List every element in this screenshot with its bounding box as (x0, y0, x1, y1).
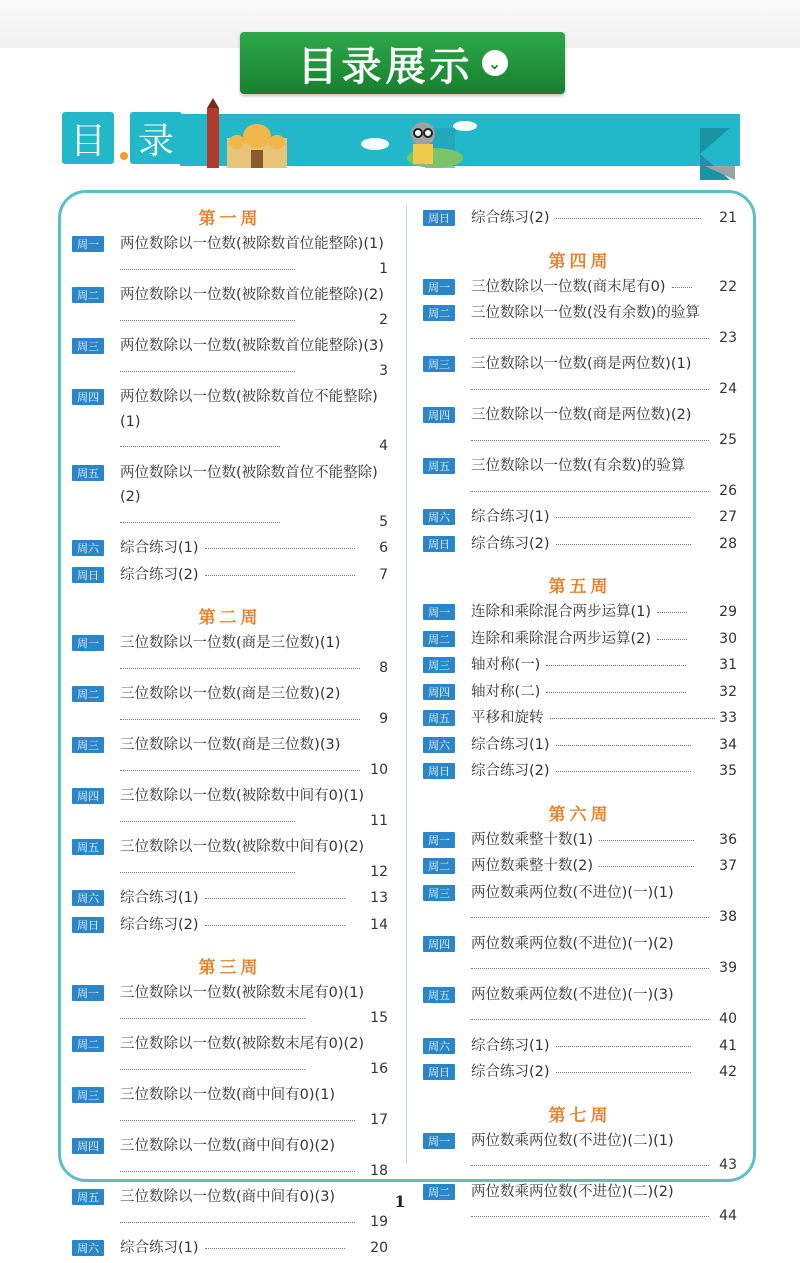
page-ref: 26 (719, 482, 737, 499)
day-badge: 周日 (423, 763, 455, 779)
toc-entry[interactable] (423, 352, 737, 401)
toc-entry[interactable] (72, 232, 388, 281)
entry-title: 两位数除以一位数(被除数首位能整除)(2) (120, 287, 384, 303)
toc-entry[interactable] (423, 454, 737, 503)
toc-entry[interactable] (423, 275, 737, 300)
toc-entry[interactable] (72, 631, 388, 680)
page-ref: 22 (719, 278, 737, 295)
entry-title: 三位数除以一位数(商是两位数)(1) (471, 356, 692, 372)
leader-dots (205, 1247, 345, 1249)
entry-title: 三位数除以一位数(被除数中间有0)(2) (120, 839, 365, 855)
leader-dots (556, 217, 701, 219)
page-ref: 36 (719, 831, 737, 848)
toc-entry[interactable] (72, 334, 388, 383)
day-badge: 周一 (72, 985, 104, 1001)
page-ref: 19 (370, 1213, 388, 1230)
page-ref: 28 (719, 535, 737, 552)
day-badge: 周一 (423, 832, 455, 848)
page-ref: 16 (370, 1060, 388, 1077)
page-ref: 1 (379, 260, 388, 277)
day-badge: 周一 (423, 604, 455, 620)
toc-entry[interactable] (423, 532, 737, 557)
entry-title: 综合练习(2) (120, 916, 199, 933)
page-ref: 30 (719, 630, 737, 647)
day-badge: 周三 (72, 338, 104, 354)
leader-dots (205, 547, 355, 549)
toc-entry[interactable] (72, 682, 388, 731)
day-badge: 周六 (72, 540, 104, 556)
page-ref: 37 (719, 858, 737, 874)
page-ref: 12 (370, 863, 388, 880)
entry-title: 三位数除以一位数(商是三位数)(2) (120, 686, 341, 702)
page-ref: 32 (719, 683, 737, 700)
toc-entry[interactable] (72, 536, 388, 561)
day-badge: 周五 (423, 987, 455, 1003)
page-ref: 38 (719, 909, 737, 925)
leader-dots (120, 769, 360, 771)
entry-title: 两位数乘两位数(不进位)(一)(2) (471, 935, 674, 952)
page-ref: 5 (379, 513, 388, 530)
page-ref: 31 (719, 657, 737, 673)
page-ref: 35 (719, 763, 737, 779)
leader-dots (471, 967, 709, 969)
toc-entry[interactable] (72, 563, 388, 588)
page-ref: 13 (370, 890, 388, 906)
page-ref: 40 (719, 1011, 737, 1027)
day-badge: 周一 (423, 279, 455, 295)
week-title: 第二周 (198, 608, 262, 628)
toc-entry[interactable] (423, 983, 737, 1032)
leader-dots (120, 445, 280, 447)
leader-dots (120, 319, 295, 321)
day-badge: 周三 (423, 356, 455, 372)
day-badge: 周二 (72, 1036, 104, 1052)
leader-dots (120, 370, 295, 372)
page-ref: 29 (719, 604, 737, 620)
leader-dots (471, 388, 709, 390)
leader-dots (672, 286, 692, 288)
page-ref: 21 (719, 210, 737, 226)
entry-title: 综合练习(1) (471, 1037, 550, 1054)
day-badge: 周四 (423, 684, 455, 700)
leader-dots (471, 439, 709, 441)
leader-dots (205, 924, 345, 926)
entry-title: 三位数除以一位数(商中间有0)(2) (120, 1138, 336, 1154)
page-ref: 25 (719, 431, 737, 448)
entry-title: 综合练习(1) (120, 1240, 199, 1256)
leader-dots (120, 1221, 355, 1223)
page-ref: 6 (379, 540, 388, 556)
ribbon-fold (705, 166, 735, 180)
toc-entry[interactable] (423, 759, 737, 784)
leader-dots (556, 1045, 691, 1047)
leader-dots (120, 1068, 305, 1070)
section-title-char-2: 录 (130, 112, 182, 164)
toc-entry[interactable] (423, 206, 737, 231)
page-ref: 20 (370, 1240, 388, 1256)
entry-title: 三位数除以一位数(商是三位数)(3) (120, 737, 341, 753)
page-ref: 43 (719, 1157, 737, 1173)
leader-dots (205, 897, 345, 899)
entry-title: 三位数除以一位数(被除数末尾有0)(2) (120, 1036, 365, 1052)
entry-title: 两位数乘两位数(不进位)(二)(1) (471, 1132, 674, 1149)
entry-title: 连除和乘除混合两步运算(1) (471, 604, 652, 620)
leader-dots (471, 1164, 709, 1166)
page-ref: 10 (370, 761, 388, 778)
banner-title: 目录展示 (297, 43, 474, 90)
page-ref: 2 (379, 311, 388, 328)
toc-entry[interactable] (423, 828, 737, 853)
landmark-illustration-icon (205, 98, 485, 170)
page-ref: 8 (379, 659, 388, 676)
toc-entry[interactable] (72, 835, 388, 884)
toc-entry[interactable] (72, 913, 388, 938)
toc-entry[interactable] (423, 1034, 737, 1059)
toc-entry[interactable] (72, 385, 388, 459)
leader-dots (120, 718, 360, 720)
entry-title: 三位数除以一位数(被除数中间有0)(1) (120, 788, 365, 804)
leader-dots (546, 664, 686, 666)
day-badge: 周五 (72, 839, 104, 855)
day-badge: 周五 (72, 1189, 104, 1205)
toc-entry[interactable] (72, 981, 388, 1030)
day-badge: 周六 (72, 1240, 104, 1256)
section-title-char-1: 目 (62, 112, 114, 164)
entry-title: 综合练习(2) (471, 1064, 550, 1080)
week-title: 第七周 (548, 1105, 612, 1126)
entry-title: 综合练习(1) (120, 540, 199, 556)
entry-title: 三位数除以一位数(商末尾有0) (471, 278, 666, 295)
day-badge: 周四 (72, 389, 104, 405)
toc-entry[interactable] (72, 733, 388, 782)
day-badge: 周三 (72, 1087, 104, 1103)
day-badge: 周一 (72, 635, 104, 651)
leader-dots (657, 638, 687, 640)
entry-title: 综合练习(2) (120, 566, 199, 583)
day-badge: 周五 (72, 465, 104, 481)
page-ref: 11 (370, 812, 388, 829)
leader-dots (120, 1119, 355, 1121)
day-badge: 周六 (423, 737, 455, 753)
entry-title: 两位数乘两位数(不进位)(一)(3) (471, 986, 674, 1003)
leader-dots (599, 865, 694, 867)
page-ref: 9 (379, 710, 388, 727)
day-badge: 周四 (72, 788, 104, 804)
leader-dots (556, 744, 691, 746)
week-title: 第三周 (198, 958, 262, 978)
day-badge: 周二 (72, 287, 104, 303)
day-badge: 周日 (423, 536, 455, 552)
leader-dots (471, 337, 709, 339)
leader-dots (546, 691, 686, 693)
day-badge: 周日 (72, 917, 104, 933)
entry-title: 轴对称(二) (471, 683, 541, 700)
page-ref: 15 (370, 1009, 388, 1026)
leader-dots (471, 490, 709, 492)
day-badge: 周六 (72, 890, 104, 906)
day-badge: 周二 (423, 305, 455, 321)
toc-entry[interactable] (72, 283, 388, 332)
week-title: 第四周 (548, 251, 612, 272)
day-badge: 周五 (423, 710, 455, 726)
entry-title: 综合练习(2) (471, 763, 550, 779)
day-badge: 周二 (423, 858, 455, 874)
toc-entry[interactable] (423, 505, 737, 530)
chevron-down-icon: ⌄ (482, 50, 508, 76)
leader-dots (657, 611, 687, 613)
day-badge: 周一 (423, 1133, 455, 1149)
week-title: 第五周 (548, 577, 612, 597)
entry-title: 三位数除以一位数(商是两位数)(2) (471, 407, 692, 423)
week-title: 第六周 (548, 804, 612, 825)
entry-title: 两位数除以一位数(被除数首位能整除)(3) (120, 338, 384, 354)
leader-dots (556, 543, 691, 545)
toc-entry[interactable] (423, 706, 737, 731)
toc-entry[interactable] (72, 1083, 388, 1132)
entry-title: 两位数除以一位数(被除数首位不能整除)(2) (120, 464, 378, 505)
week-title: 第一周 (198, 209, 262, 229)
page-ref: 42 (719, 1064, 737, 1080)
day-badge: 周四 (72, 1138, 104, 1154)
title-dot (120, 152, 128, 160)
leader-dots (471, 916, 709, 918)
entry-title: 两位数乘整十数(2) (471, 858, 594, 874)
entry-title: 两位数除以一位数(被除数首位不能整除)(1) (120, 389, 378, 430)
toc-entry[interactable] (423, 1060, 737, 1085)
toc-entry[interactable] (423, 881, 737, 930)
day-badge: 周四 (423, 407, 455, 423)
leader-dots (120, 820, 295, 822)
toc-entry[interactable] (423, 932, 737, 981)
column-divider (406, 206, 407, 1164)
leader-dots (556, 516, 691, 518)
entry-title: 三位数除以一位数(商中间有0)(3) (120, 1189, 336, 1205)
page-ref: 44 (719, 1208, 737, 1224)
toc-entry[interactable] (423, 301, 737, 350)
leader-dots (120, 1170, 355, 1172)
entry-title: 连除和乘除混合两步运算(2) (471, 630, 652, 647)
entry-title: 三位数除以一位数(商是三位数)(1) (120, 635, 341, 651)
page-ref: 18 (370, 1162, 388, 1179)
toc-entry[interactable] (423, 854, 737, 879)
entry-title: 两位数乘两位数(不进位)(一)(1) (471, 884, 674, 901)
page-ref: 24 (719, 380, 737, 397)
entry-title: 综合练习(2) (471, 210, 550, 226)
entry-title: 平移和旋转 (471, 710, 544, 726)
page-ref: 3 (379, 362, 388, 379)
entry-title: 综合练习(1) (471, 736, 550, 753)
leader-dots (599, 839, 694, 841)
toc-right-column (423, 206, 737, 1231)
leader-dots (471, 1018, 709, 1020)
day-badge: 周六 (423, 1038, 455, 1054)
leader-dots (556, 1071, 691, 1073)
day-badge: 周二 (423, 631, 455, 647)
day-badge: 周四 (423, 936, 455, 952)
day-badge: 周三 (72, 737, 104, 753)
page-ref: 7 (379, 566, 388, 583)
entry-title: 三位数除以一位数(商中间有0)(1) (120, 1087, 336, 1103)
entry-title: 三位数除以一位数(没有余数)的验算 (471, 305, 700, 321)
leader-dots (120, 521, 280, 523)
day-badge: 周三 (423, 885, 455, 901)
day-badge: 周二 (423, 1184, 455, 1200)
toc-entry[interactable] (72, 1236, 388, 1261)
toc-entry[interactable] (423, 600, 737, 625)
page-ref: 33 (719, 710, 737, 726)
toc-entry[interactable] (72, 1134, 388, 1183)
toc-entry[interactable] (423, 1129, 737, 1178)
entry-title: 综合练习(1) (471, 509, 550, 525)
page-ref: 41 (719, 1037, 737, 1054)
leader-dots (120, 871, 295, 873)
day-badge: 周五 (423, 458, 455, 474)
toc-entry[interactable] (72, 784, 388, 833)
entry-title: 轴对称(一) (471, 657, 541, 673)
entry-title: 综合练习(1) (120, 890, 199, 906)
day-badge: 周日 (72, 567, 104, 583)
leader-dots (120, 268, 295, 270)
entry-title: 两位数乘整十数(1) (471, 831, 594, 848)
day-badge: 周日 (423, 1064, 455, 1080)
toc-entry[interactable] (72, 886, 388, 911)
day-badge: 周六 (423, 509, 455, 525)
page-ref: 23 (719, 329, 737, 346)
toc-entry[interactable] (72, 461, 388, 535)
page-ref: 27 (719, 509, 737, 525)
leader-dots (120, 667, 360, 669)
day-badge: 周一 (72, 236, 104, 252)
page-number: 1 (394, 1192, 406, 1211)
page-ref: 14 (370, 916, 388, 933)
day-badge: 周三 (423, 657, 455, 673)
toc-entry[interactable] (72, 1032, 388, 1081)
leader-dots (205, 574, 355, 576)
leader-dots (120, 1017, 305, 1019)
day-badge: 周日 (423, 210, 455, 226)
day-badge: 周二 (72, 686, 104, 702)
entry-title: 两位数乘两位数(不进位)(二)(2) (471, 1183, 674, 1200)
page-ref: 39 (719, 960, 737, 976)
leader-dots (556, 770, 691, 772)
page-ref: 4 (379, 438, 388, 454)
page-ref: 17 (370, 1111, 388, 1128)
leader-dots (550, 717, 715, 719)
toc-left-column (72, 206, 388, 1263)
catalog-banner (240, 32, 565, 94)
leader-dots (471, 1215, 709, 1217)
toc-entry[interactable] (423, 733, 737, 758)
toc-entry[interactable] (423, 627, 737, 652)
entry-title: 三位数除以一位数(有余数)的验算 (471, 458, 686, 474)
toc-entry[interactable] (423, 403, 737, 452)
entry-title: 综合练习(2) (471, 535, 550, 552)
entry-title: 三位数除以一位数(被除数末尾有0)(1) (120, 985, 365, 1001)
entry-title: 两位数除以一位数(被除数首位能整除)(1) (120, 236, 384, 252)
toc-entry[interactable] (423, 653, 737, 678)
page-ref: 34 (719, 736, 737, 753)
toc-entry[interactable] (423, 680, 737, 705)
